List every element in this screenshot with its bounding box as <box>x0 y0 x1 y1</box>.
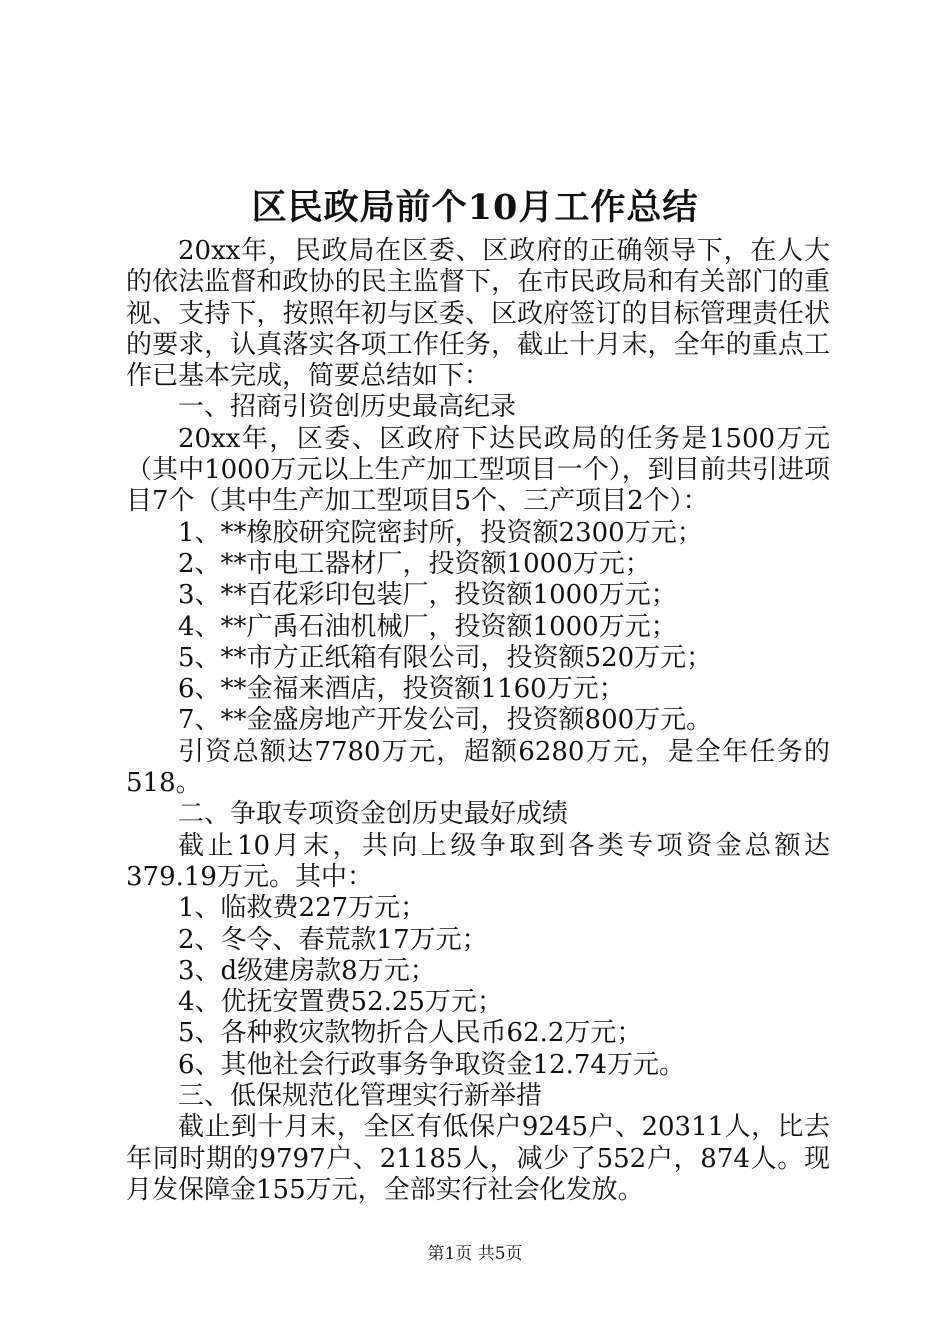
document-title: 区民政局前个10月工作总结 <box>251 187 699 228</box>
list-item: 6、**金福来酒店，投资额1160万元； <box>178 674 625 705</box>
section-heading: 一、招商引资创历史最高纪录 <box>178 392 517 423</box>
list-item: 6、其他社会行政事务争取资金12.74万元。 <box>178 1049 685 1080</box>
list-item: 5、**市方正纸箱有限公司，投资额520万元； <box>178 642 713 673</box>
list-item: 2、**市电工器材厂，投资额1000万元； <box>178 548 651 579</box>
page-footer: 第1页 共5页 <box>427 1244 523 1264</box>
list-item: 5、各种救灾款物折合人民币62.2万元； <box>178 1018 643 1049</box>
list-item: 1、临救费227万元； <box>178 893 427 924</box>
list-item: 3、**百花彩印包装厂，投资额1000万元； <box>178 580 677 611</box>
list-item: 1、**橡胶研究院密封所，投资额2300万元； <box>178 517 703 548</box>
body-paragraph: 截止10月末，共向上级争取到各类专项资金总额达379.19万元。其中： <box>126 830 830 892</box>
list-item: 2、冬令、春荒款17万元； <box>178 924 488 955</box>
body-paragraph: 截止到十月末，全区有低保户9245户、20311人，比去年同时期的9797户、21185人，减少了552户，874人。现月发保障金155万元，全部实行社会化发放。 <box>126 1112 830 1205</box>
list-item: 3、d级建房款8万元； <box>178 955 436 986</box>
list-item: 7、**金盛房地产开发公司，投资额800万元。 <box>178 705 713 736</box>
section-heading: 二、争取专项资金创历史最好成绩 <box>178 799 569 830</box>
list-item: 4、优抚安置费52.25万元； <box>178 987 503 1018</box>
body-paragraph: 引资总额达7780万元，超额6280万元，是全年任务的518。 <box>126 736 830 799</box>
document-body <box>126 236 830 1206</box>
intro-paragraph: 20xx年，民政局在区委、区政府的正确领导下，在人大的依法监督和政协的民主监督下，在市民政局和有关部门的重视、支持下，按照年初与区委、区政府签订的目标管理责任状的要求，认真落实各项工作任务，截止十月末，全年的重点工作已基本完成，简要总结如下： <box>126 236 830 392</box>
list-item: 4、**广禹石油机械厂，投资额1000万元； <box>178 611 677 642</box>
body-paragraph: 20xx年，区委、区政府下达民政局的任务是1500万元（其中1000万元以上生产加工型项目一个），到目前共引进项目7个（其中生产加工型项目5个、三产项目2个）： <box>126 423 830 517</box>
section-heading: 三、低保规范化管理实行新举措 <box>178 1081 543 1112</box>
